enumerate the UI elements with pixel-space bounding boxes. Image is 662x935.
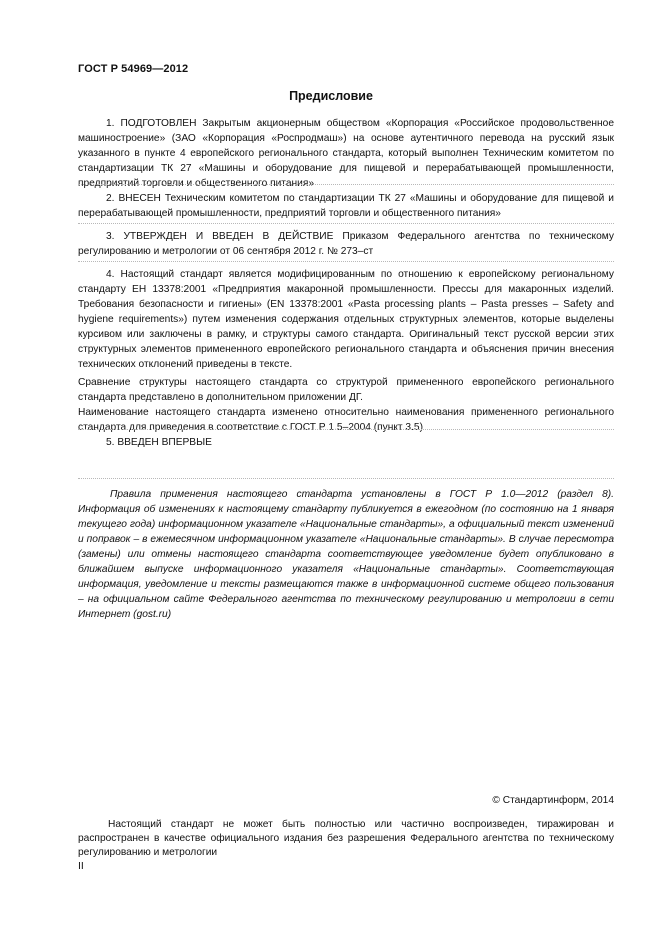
preface-item-4: 4. Настоящий стандарт является модифицированным по отношению к европейскому региональному стандарту ЕН 13378:2001 «Предприятия макаронной промышленности. Прессы для макаронных изделий. Требования безопасности и гигиены» (EN 13378:2001 «Pasta processing plants – Pasta presses – Safety and hygiene requirements») путем изменения содержания отдельных структурных элементов, которые выделены курсивом или заключены в рамку, и структуры самого стандарта. Оригинальный текст русской версии этих структурных элементов примененного европейского регионального стандарта и объяснения причин внесения технических отклонений приведены в тексте. [78, 269, 614, 370]
preface-item-2: 2. ВНЕСЕН Техническим комитетом по стандартизации ТК 27 «Машины и оборудование для пищевой и перерабатывающей промышленности, предприятий торговли и общественного питания» [78, 193, 614, 219]
document-code: ГОСТ Р 54969—2012 [78, 63, 189, 75]
separator [78, 478, 614, 479]
page-number: II [78, 860, 84, 872]
separator [78, 223, 614, 224]
preface-item-3: 3. УТВЕРЖДЕН И ВВЕДЕН В ДЕЙСТВИЕ Приказом Федерального агентства по техническому регулированию и метрологии от 06 сентября 2012 г. № 273–ст [78, 231, 614, 257]
preface-item-5: 5. ВВЕДЕН ВПЕРВЫЕ [106, 437, 212, 448]
preface-item-4-name-change: Наименование настоящего стандарта изменено относительно наименования примененного регионального стандарта для приведения в соответствие с ГОСТ Р 1.5–2004 (пункт 3.5) [78, 407, 614, 433]
reproduction-notice: Настоящий стандарт не может быть полностью или частично воспроизведен, тиражирован и распространен в качестве официального издания без разрешения Федерального агентства по техническому регулированию и метрологии [78, 819, 614, 858]
copyright: © Стандартинформ, 2014 [492, 795, 614, 806]
separator [78, 261, 614, 262]
preface-item-4-comparison: Сравнение структуры настоящего стандарта со структурой примененного европейского регионального стандарта представлено в дополнительном приложении ДГ. [78, 377, 614, 403]
preface-item-1: 1. ПОДГОТОВЛЕН Закрытым акционерным обществом «Корпорация «Российское продовольственное машиностроение» (ЗАО «Корпорация «Роспродмаш») на основе аутентичного перевода на русский язык указанного в пункте 4 европейского регионального стандарта, который выполнен Техническим комитетом по стандартизации ТК 27 «Машины и оборудование для пищевой и перерабатывающей промышленности, предприятий торговли и общественного питания» [78, 118, 614, 189]
separator [78, 184, 614, 185]
page-title: Предисловие [289, 89, 373, 103]
rules-notice: Правила применения настоящего стандарта установлены в ГОСТ Р 1.0—2012 (раздел 8). Информация об изменениях к настоящему стандарту публикуется в ежегодном (по состоянию на 1 января текущего года) информационном указателе «Национальные стандарты», а официальный текст изменений и поправок – в ежемесячном информационном указателе «Национальные стандарты». В случае пересмотра (замены) или отмены настоящего стандарта соответствующее уведомление будет опубликовано в ближайшем выпуске информационного указателя «Национальные стандарты». Соответствующая информация, уведомление и тексты размещаются также в информационной системе общего пользования – на официальном сайте Федерального агентства по техническому регулированию и метрологии в сети Интернет (gost.ru) [78, 489, 614, 620]
separator [78, 429, 614, 430]
